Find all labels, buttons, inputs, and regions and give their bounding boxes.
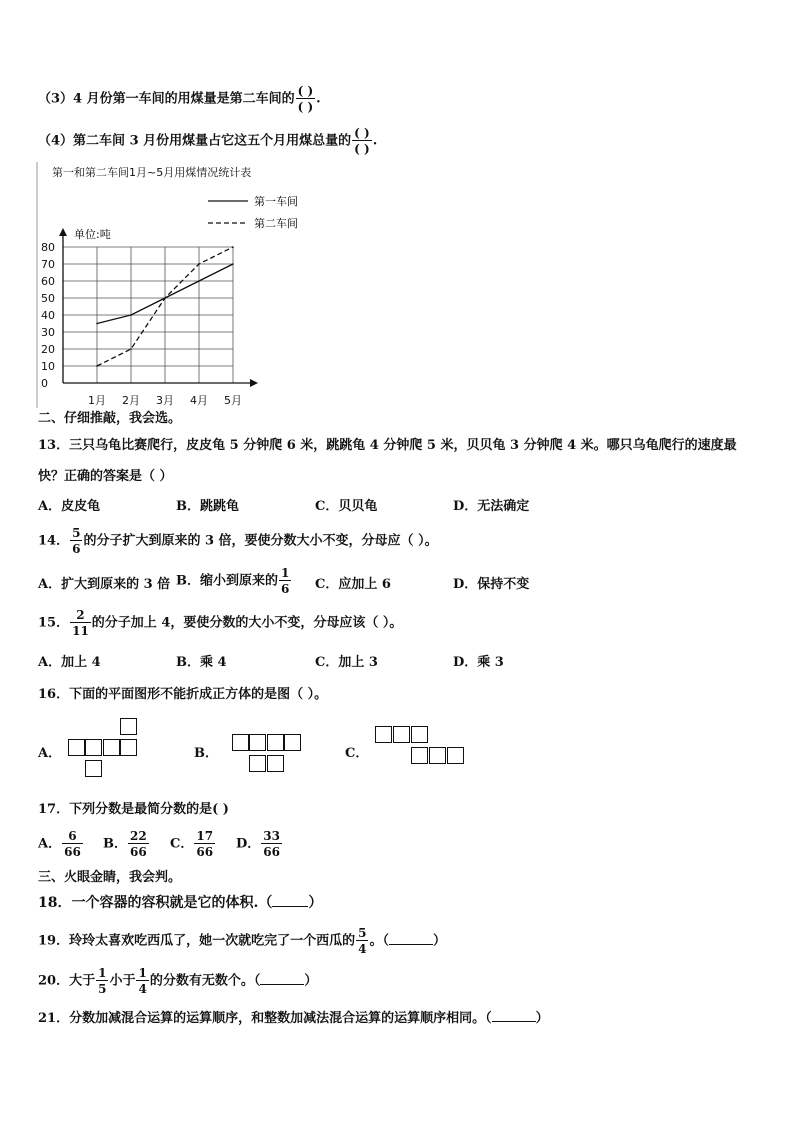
y-tick-label: 50 — [41, 292, 55, 305]
answer-blank-20[interactable] — [260, 972, 304, 985]
data-point — [96, 323, 98, 325]
question-3: （3）4 月份第一车间的用煤量是第二车间的 $\frac{( )}{( )}$ . — [38, 84, 321, 114]
y-tick-label: 10 — [41, 360, 55, 373]
question-14: 14． $\frac{5}{6}$ 的分子扩大到原来的 3 倍，要使分数大小不变，分母应（ ）。 — [38, 526, 438, 556]
q14-option-b[interactable]: B．缩小到原来的 $\frac{1}{6}$ — [176, 566, 290, 596]
q16-label-c[interactable]: C． — [345, 746, 369, 761]
data-point — [198, 280, 200, 282]
y-tick-label: 20 — [41, 343, 55, 356]
answer-blank-21[interactable] — [492, 1009, 536, 1022]
q17-option-b[interactable]: B． $\frac{22}{66}$ — [103, 829, 147, 859]
q14-option-a[interactable]: A．扩大到原来的 3 倍 — [38, 577, 171, 592]
fraction-blank: $\frac{( )}{( )}$ — [297, 84, 314, 114]
fraction-blank: $\frac{( )}{( )}$ — [354, 126, 370, 156]
q15-option-a[interactable]: A．加上 4 — [38, 655, 101, 670]
fraction-6-66: $\frac{6}{66}$ — [64, 829, 81, 859]
cube-net-c[interactable] — [375, 726, 465, 770]
question-4: （4）第二车间 3 月份用煤量占它这五个月用煤总量的 $\frac{( )}{( )}$ . — [38, 126, 378, 156]
cube-net-a[interactable] — [68, 718, 140, 782]
x-axis-arrow-icon — [250, 379, 258, 387]
question-15: 15． $\frac{2}{11}$ 的分子加上 4，要使分数的大小不变，分母应该（ ）。 — [38, 608, 403, 638]
cube-net-b[interactable] — [232, 734, 304, 778]
question-18: 18．一个容器的容积就是它的体积.（ ） — [38, 895, 323, 911]
section-2-heading: 二、仔细推敲，我会选。 — [38, 411, 182, 426]
y-tick-label: 80 — [41, 241, 55, 254]
fraction-1-6: $\frac{1}{6}$ — [281, 566, 290, 596]
chart-title: 第一和第二车间1月~5月用煤情况统计表 — [52, 166, 252, 179]
coal-usage-line-chart — [36, 158, 308, 410]
x-tick-label: 3月 — [156, 394, 174, 407]
fraction-33-66: $\frac{33}{66}$ — [263, 829, 280, 859]
question-20: 20．大于 $\frac{1}{5}$ 小于 $\frac{1}{4}$ 的分数有无数个。（ ） — [38, 966, 318, 996]
fraction-5-4: $\frac{5}{4}$ — [358, 926, 367, 956]
y-tick-label: 30 — [41, 326, 55, 339]
data-point — [164, 297, 166, 299]
data-point — [130, 348, 132, 350]
fraction-5-6: $\frac{5}{6}$ — [72, 526, 81, 556]
data-point — [96, 365, 98, 367]
data-point — [198, 263, 200, 265]
data-point — [130, 314, 132, 316]
q15-option-b[interactable]: B．乘 4 — [176, 655, 227, 670]
q13-option-d[interactable]: D．无法确定 — [453, 499, 530, 514]
q17-option-c[interactable]: C． $\frac{17}{66}$ — [170, 829, 214, 859]
q15-option-d[interactable]: D．乘 3 — [453, 655, 504, 670]
q15-option-c[interactable]: C．加上 3 — [315, 655, 378, 670]
section-3-heading: 三、火眼金睛，我会判。 — [38, 870, 182, 885]
unit-label: 单位:吨 — [74, 228, 111, 241]
chart-grid — [59, 228, 258, 387]
q14-option-c[interactable]: C．应加上 6 — [315, 577, 391, 592]
q16-label-a[interactable]: A． — [38, 746, 62, 761]
y-tick-label: 0 — [41, 377, 48, 390]
y-tick-label: 40 — [41, 309, 55, 322]
question-17: 17．下列分数是最简分数的是( ) — [38, 802, 229, 817]
fraction-2-11: $\frac{2}{11}$ — [72, 608, 89, 638]
q17-option-a[interactable]: A． $\frac{6}{66}$ — [38, 829, 81, 859]
q14-option-d[interactable]: D．保持不变 — [453, 577, 530, 592]
x-tick-label: 4月 — [190, 394, 208, 407]
question-13-line-1: 13．三只乌龟比赛爬行，皮皮龟 5 分钟爬 6 米，跳跳龟 4 分钟爬 5 米，贝贝龟 3 分钟爬 4 米。哪只乌龟爬行的速度最 — [38, 438, 737, 453]
q13-option-b[interactable]: B．跳跳龟 — [176, 499, 239, 514]
answer-blank-18[interactable] — [272, 894, 308, 907]
q13-option-a[interactable]: A．皮皮龟 — [38, 499, 101, 514]
y-tick-labels — [41, 241, 55, 390]
x-tick-label: 2月 — [122, 394, 140, 407]
fraction-1-4: $\frac{1}{4}$ — [138, 966, 147, 996]
x-tick-label: 5月 — [224, 394, 242, 407]
legend-label-2: 第二车间 — [254, 217, 298, 230]
y-axis-arrow-icon — [59, 228, 67, 236]
x-tick-labels — [88, 394, 242, 407]
q17-option-d[interactable]: D． $\frac{33}{66}$ — [236, 829, 280, 859]
q13-option-c[interactable]: C．贝贝龟 — [315, 499, 378, 514]
y-tick-label: 70 — [41, 258, 55, 271]
question-16: 16．下面的平面图形不能折成正方体的是图（ ）。 — [38, 687, 328, 702]
q16-label-b[interactable]: B． — [194, 746, 218, 761]
question-19: 19．玲玲太喜欢吃西瓜了，她一次就吃完了一个西瓜的 $\frac{5}{4}$ 。（ ） — [38, 926, 446, 956]
question-13-line-2: 快？正确的答案是（ ） — [38, 469, 173, 484]
x-tick-label: 1月 — [88, 394, 106, 407]
fraction-1-5: $\frac{1}{5}$ — [98, 966, 107, 996]
answer-blank-19[interactable] — [389, 932, 433, 945]
data-point — [232, 263, 234, 265]
fraction-22-66: $\frac{22}{66}$ — [130, 829, 147, 859]
data-point — [232, 246, 234, 248]
question-21: 21．分数加减混合运算的运算顺序，和整数加减法混合运算的运算顺序相同。（ ） — [38, 1011, 549, 1026]
legend-label-1: 第一车间 — [254, 195, 298, 208]
y-tick-label: 60 — [41, 275, 55, 288]
fraction-17-66: $\frac{17}{66}$ — [196, 829, 214, 859]
